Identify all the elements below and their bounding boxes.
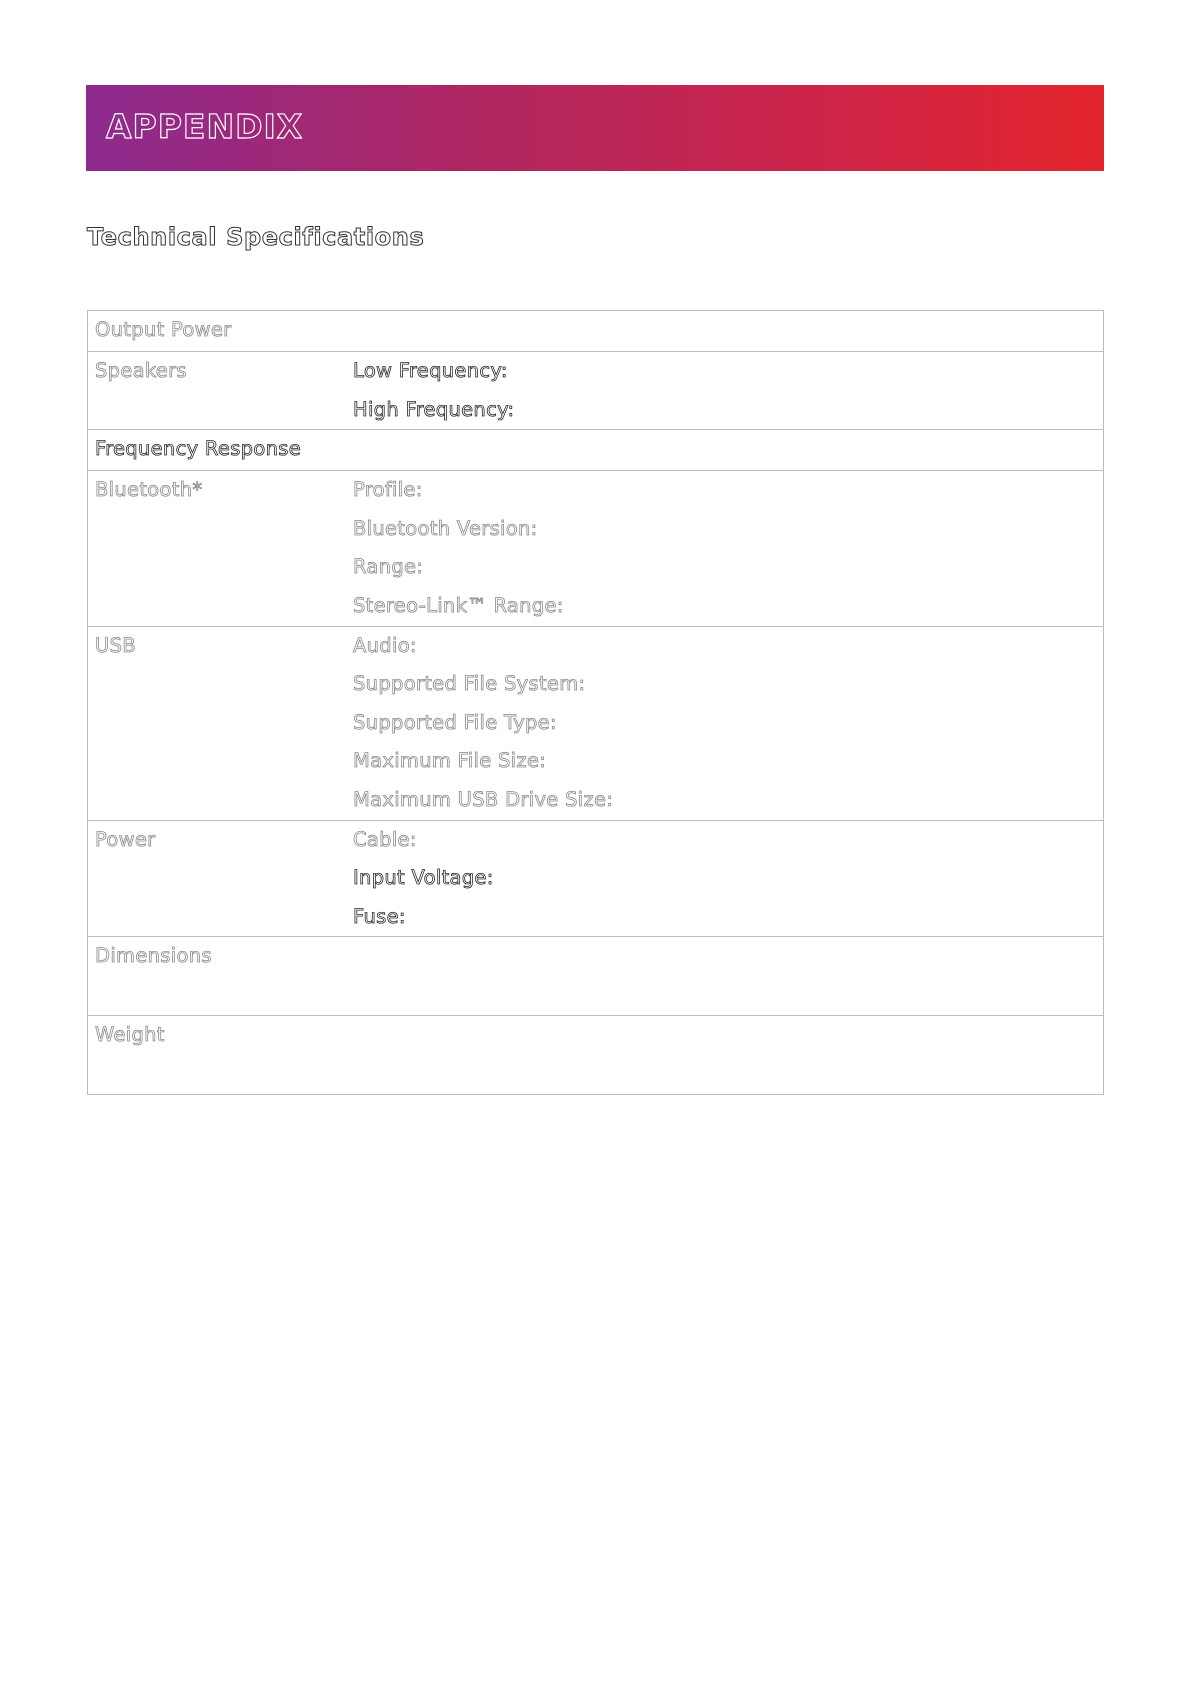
spec-sub-max-drive-size: Maximum USB Drive Size: xyxy=(353,787,614,811)
spec-sub-high-frequency: High Frequency: xyxy=(353,397,515,421)
spec-label-dimensions: Dimensions xyxy=(95,944,212,968)
spec-row-speakers xyxy=(88,352,1104,430)
spec-label-bluetooth: Bluetooth* xyxy=(95,478,203,502)
spec-sub-low-frequency: Low Frequency: xyxy=(353,359,508,382)
spec-sub-file-type: Supported File Type: xyxy=(353,710,557,734)
spec-label-output-power: Output Power xyxy=(95,318,232,341)
spec-row-usb xyxy=(88,626,1104,820)
spec-sub-cable: Cable: xyxy=(353,827,417,851)
spec-row-output-power xyxy=(88,311,1104,352)
spec-row-weight xyxy=(88,1016,1104,1095)
spec-row-power xyxy=(88,820,1104,937)
banner-title: APPENDIX xyxy=(106,107,304,146)
appendix-banner xyxy=(86,85,1104,171)
spec-sub-stereo-link-range: Stereo-Link™ Range: xyxy=(353,593,564,617)
spec-row-bluetooth xyxy=(88,471,1104,626)
spec-sub-audio: Audio: xyxy=(353,633,417,657)
spec-sub-range: Range: xyxy=(353,555,424,579)
specs-table xyxy=(87,310,1104,1095)
spec-sub-fuse: Fuse: xyxy=(353,904,406,928)
section-title: Technical Specifications xyxy=(87,223,425,251)
spec-sub-max-file-size: Maximum File Size: xyxy=(353,749,547,773)
spec-sub-input-voltage: Input Voltage: xyxy=(353,866,494,890)
spec-label-frequency-response: Frequency Response xyxy=(95,437,301,461)
spec-label-weight: Weight xyxy=(95,1023,165,1047)
spec-sub-bluetooth-version: Bluetooth Version: xyxy=(353,516,538,540)
spec-sub-profile: Profile: xyxy=(353,478,423,502)
spec-row-dimensions xyxy=(88,937,1104,1016)
spec-label-speakers: Speakers xyxy=(95,359,187,382)
spec-label-power: Power xyxy=(95,827,156,851)
spec-label-usb: USB xyxy=(95,633,136,657)
spec-sub-file-system: Supported File System: xyxy=(353,672,586,696)
spec-row-frequency-response xyxy=(88,430,1104,471)
